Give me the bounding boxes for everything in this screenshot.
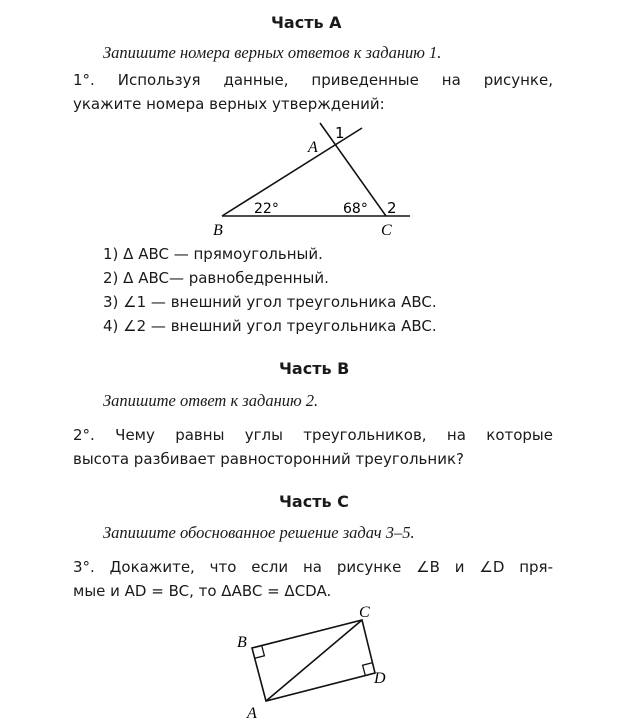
label-a: A — [247, 705, 257, 722]
task3-line1: 3°. Докажите, что если на рисунке ∠B и ∠D пря- — [73, 558, 553, 576]
mark-angle-2: 2 — [387, 199, 397, 217]
angle-c-value: 68° — [343, 201, 368, 217]
option-2: 2) Δ ABC— равнобедренный. — [103, 269, 329, 287]
label-c: C — [381, 222, 392, 239]
label-c: C — [359, 604, 370, 621]
part-b-heading: Часть В — [279, 359, 350, 378]
part-a-instruction: Запишите номера верных ответов к заданию 1. — [103, 43, 442, 62]
task2-line2: высота разбивает равносторонний треугольник? — [73, 450, 464, 468]
label-b: B — [213, 222, 223, 239]
part-c-heading: Часть С — [279, 492, 349, 511]
triangle-figure — [0, 0, 622, 260]
option-4: 4) ∠2 — внешний угол треугольника ABC. — [103, 317, 437, 335]
task1-line1: 1°. Используя данные, приведенные на рисунке, — [73, 71, 553, 89]
task2-line1: 2°. Чему равны углы треугольников, на которые — [73, 426, 553, 444]
part-b-instruction: Запишите ответ к заданию 2. — [103, 391, 319, 410]
task3-line2: мые и AD = BC, то ΔABC = ΔCDA. — [73, 582, 332, 600]
label-a: A — [308, 139, 318, 156]
mark-angle-1: 1 — [335, 124, 345, 142]
label-d: D — [374, 670, 386, 687]
rectangle-figure — [0, 600, 622, 726]
part-c-instruction: Запишите обоснованное решение задач 3–5. — [103, 523, 415, 542]
label-b: B — [237, 634, 247, 651]
option-3: 3) ∠1 — внешний угол треугольника ABC. — [103, 293, 437, 311]
part-a-heading: Часть А — [271, 13, 342, 32]
option-1: 1) Δ ABC — прямоугольный. — [103, 245, 323, 263]
angle-b-value: 22° — [254, 201, 279, 217]
task1-line2: укажите номера верных утверждений: — [73, 95, 385, 113]
